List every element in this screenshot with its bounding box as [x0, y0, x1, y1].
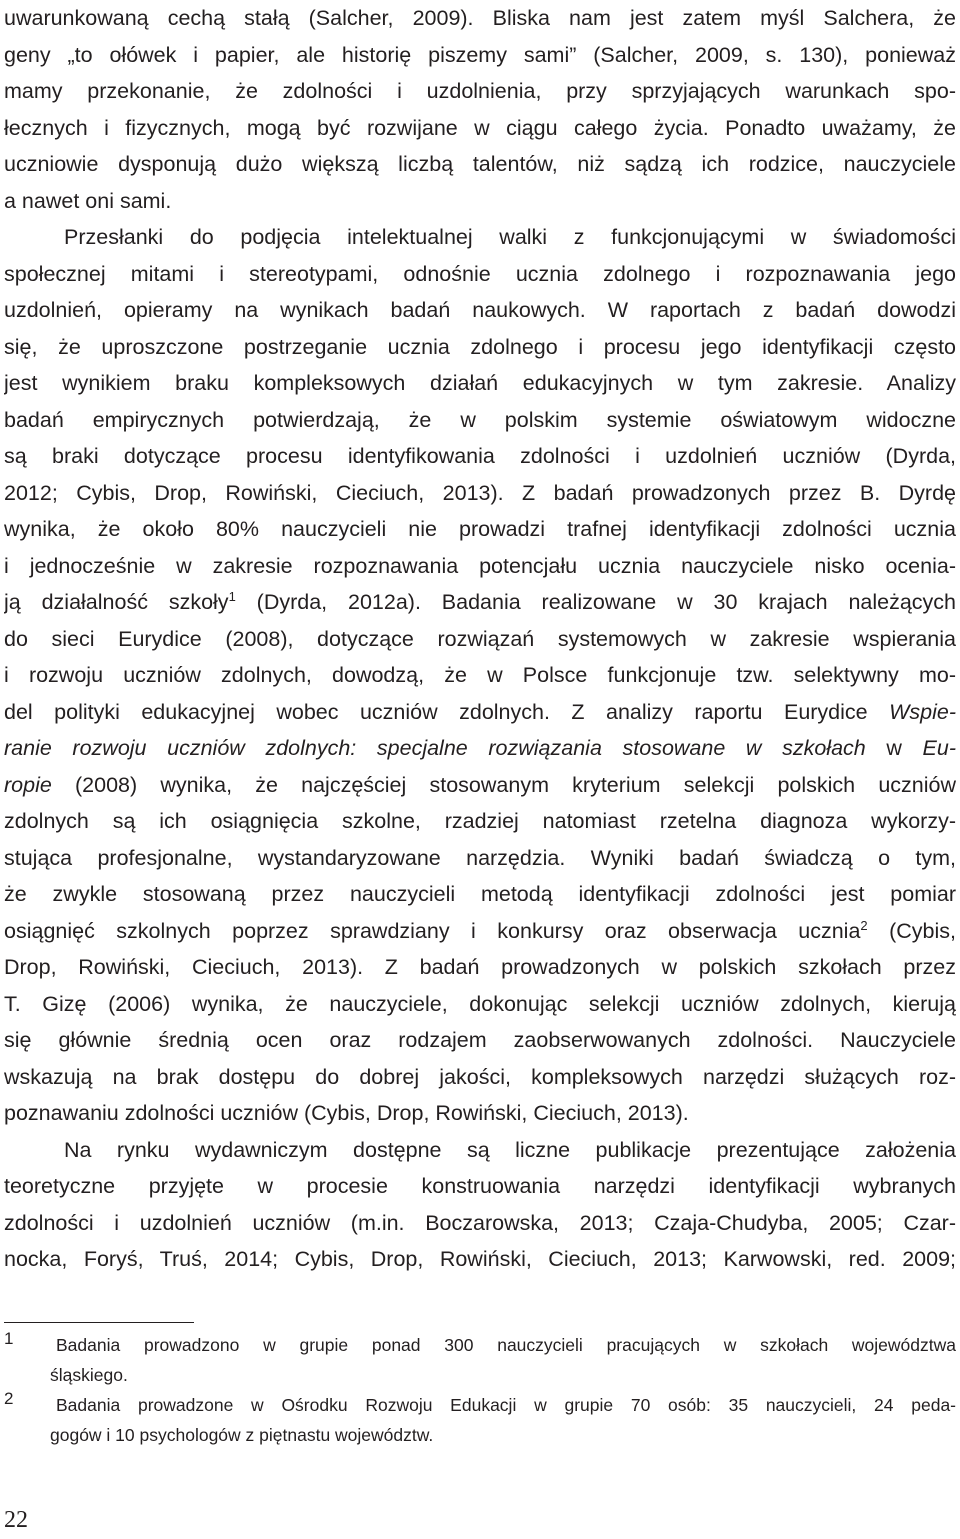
text-line: badań empirycznych potwierdzają, że w polskim systemie oświatowym widoczne: [4, 407, 956, 432]
footnote-ref-1: 1: [228, 589, 236, 604]
text-segment: (2008) wynika, że najczęściej stosowanym kryterium selekcji polskich uczniów: [51, 772, 956, 797]
footnote-1: [4, 1330, 956, 1390]
text-line: Na rynku wydawniczym dostępne są liczne publikacje prezentujące założenia: [64, 1137, 956, 1162]
text-line: uwarunkowaną cechą stałą (Salcher, 2009). Bliska nam jest zatem myśl Salchera, że: [4, 6, 956, 30]
text-line: do sieci Eurydice (2008), dotyczące rozwiązań systemowych w zakresie wspierania: [4, 626, 956, 651]
text-line: nocka, Foryś, Truś, 2014; Cybis, Drop, Rowiński, Cieciuch, 2013; Karwowski, red. 2009;: [4, 1247, 956, 1271]
paragraph-2: [4, 219, 956, 1132]
text-line: i rozwoju uczniów zdolnych, dowodzą, że w Polsce funkcjonuje tzw. selektywny mo-: [4, 663, 956, 687]
text-segment: osiągnięć szkolnych poprzez sprawdziany i konkursy oraz obserwacja ucznia: [4, 918, 861, 943]
text-line: [4, 694, 956, 731]
text-line: T. Gizę (2006) wynika, że nauczyciele, dokonując selekcji uczniów zdolnych, kierują: [4, 991, 956, 1016]
footnote-2: [4, 1390, 956, 1450]
text-line: wynika, że około 80% nauczycieli nie prowadzi trafnej identyfikacji zdolności ucznia: [4, 517, 956, 541]
text-line: geny „to ołówek i papier, ale historię piszemy sami” (Salcher, 2009, s. 130), ponieważ: [4, 42, 956, 67]
text-line: wskazują na brak dostępu do dobrej jakości, kompleksowych narzędzi służących roz-: [4, 1064, 956, 1089]
text-line: zdolnych są ich osiągnięcia szkolne, rzadziej natomiast rzetelna diagnoza wykorzy-: [4, 809, 956, 833]
text-segment: w: [865, 736, 923, 760]
text-segment: del polityki edukacyjnej wobec uczniów zdolnych. Z analizy raportu Eurydice: [4, 699, 890, 724]
italic-title: ranie rozwoju uczniów zdolnych: specjalne rozwiązania stosowane w szkołach: [4, 736, 866, 760]
text-line: [4, 913, 956, 950]
footnote-ref-2: 2: [860, 917, 868, 933]
paragraph-1: [4, 0, 956, 219]
text-line: teoretyczne przyjęte w procesie konstruowania narzędzi identyfikacji wybranych: [4, 1174, 956, 1198]
text-line: są braki dotyczące procesu identyfikowania zdolności i uzdolnień uczniów (Dyrda,: [4, 444, 956, 468]
text-line: łecznych i fizycznych, mogą być rozwijane w ciągu całego życia. Ponadto uważamy, że: [4, 115, 956, 140]
text-line: Przesłanki do podjęcia intelektualnej walki z funkcjonującymi w świadomości: [64, 225, 956, 249]
text-line: społecznej mitami i stereotypami, odnośnie ucznia zdolnego i rozpoznawania jego: [4, 261, 956, 286]
footnote-text: śląskiego.: [50, 1365, 128, 1385]
footnote-text: Badania prowadzone w Ośrodku Rozwoju Edukacji w grupie 70 osób: 35 nauczycieli, 24 peda-: [56, 1395, 956, 1415]
footnotes: [4, 1330, 956, 1450]
text-line: [4, 767, 956, 804]
footnote-number: 1: [4, 1329, 14, 1348]
paragraph-3: [4, 1132, 956, 1278]
text-line: zdolności i uzdolnień uczniów (m.in. Boczarowska, 2013; Czaja-Chudyba, 2005; Czar-: [4, 1210, 956, 1235]
text-segment: (Cybis,: [867, 918, 956, 943]
footnote-text: gogów i 10 psychologów z piętnastu województw.: [50, 1425, 434, 1445]
text-line: się głównie średnią ocen oraz rodzajem zaobserwowanych zdolności. Nauczyciele: [4, 1028, 956, 1052]
page-number: 22: [4, 1507, 28, 1533]
text-line: jest wynikiem braku kompleksowych działań edukacyjnych w tym zakresie. Analizy: [4, 371, 956, 395]
text-line: stująca profesjonalne, wystandaryzowane narzędzia. Wyniki badań świadczą o tym,: [4, 845, 956, 870]
text-line: mamy przekonanie, że zdolności i uzdolnienia, przy sprzyjających warunkach spo-: [4, 79, 956, 103]
text-line: a nawet oni sami.: [4, 188, 172, 213]
text-line: że zwykle stosowaną przez nauczycieli metodą identyfikacji zdolności jest pomiar: [4, 882, 956, 906]
footnote-text: Badania prowadzono w grupie ponad 300 nauczycieli pracujących w szkołach województwa: [56, 1335, 956, 1355]
text-line: [4, 584, 956, 621]
text-line: [4, 730, 956, 767]
text-segment: (Dyrda, 2012a). Badania realizowane w 30 krajach należących: [235, 590, 956, 614]
text-line: uzdolnień, opieramy na wynikach badań naukowych. W raportach z badań dowodzi: [4, 298, 956, 322]
italic-title: ropie: [4, 772, 52, 797]
footnote-number: 2: [4, 1389, 14, 1408]
italic-title: Eu-: [922, 736, 956, 760]
text-line: 2012; Cybis, Drop, Rowiński, Cieciuch, 2013). Z badań prowadzonych przez B. Dyrdę: [4, 480, 956, 505]
body-text: [4, 0, 956, 1278]
text-line: poznawaniu zdolności uczniów (Cybis, Drop, Rowiński, Cieciuch, 2013).: [4, 1101, 689, 1125]
italic-title: Wspie-: [889, 699, 956, 724]
text-line: i jednocześnie w zakresie rozpoznawania potencjału ucznia nauczyciele nisko ocenia-: [4, 553, 956, 578]
text-line: Drop, Rowiński, Cieciuch, 2013). Z badań prowadzonych w polskich szkołach przez: [4, 955, 956, 979]
text-line: uczniowie dysponują dużo większą liczbą talentów, niż sądzą ich rodzice, nauczyciele: [4, 152, 956, 176]
footnote-divider: [4, 1322, 194, 1323]
text-line: się, że uproszczone postrzeganie ucznia zdolnego i procesu jego identyfikacji często: [4, 334, 956, 359]
text-segment: ją działalność szkoły: [4, 590, 229, 614]
